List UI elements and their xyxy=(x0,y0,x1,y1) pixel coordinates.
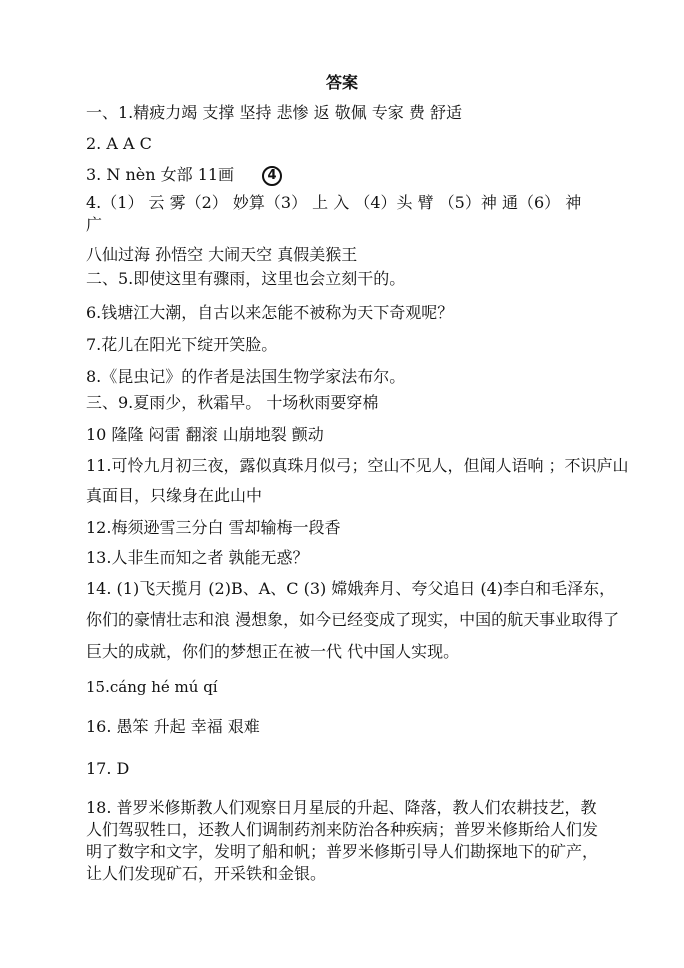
answer-line-11-wrap: 真面目，只缘身在此山中 xyxy=(86,486,263,505)
answer-line-6: 6.钱塘江大潮，自古以来怎能不被称为天下奇观呢？ xyxy=(86,303,454,322)
answer-line-4: 4.（1） 云 雾（2） 妙算（3） 上 入 （4）头 臂 （5）神 通（6） 神 xyxy=(86,193,582,212)
answer-line-7: 7.花儿在阳光下绽开笑脸。 xyxy=(86,335,278,354)
answer-line-8: 8.《昆虫记》的作者是法国生物学家法布尔。 xyxy=(86,367,406,386)
answer-line-3-row xyxy=(86,164,282,186)
answer-line-3: 3. N nèn 女部 11画 xyxy=(86,165,235,184)
answer-line-11: 11.可怜九月初三夜，露似真珠月似弓；空山不见人，但闻人语响 ；不识庐山 xyxy=(86,456,629,475)
answer-line-14-wrap-1: 你们的豪情壮志和浪 漫想象，如今已经变成了现实，中国的航天事业取得了 xyxy=(86,610,620,629)
answer-line-4-names: 八仙过海 孙悟空 大闹天空 真假美猴王 xyxy=(86,245,358,264)
answer-line-1: 一、1.精疲力竭 支撑 坚持 悲惨 返 敬佩 专家 费 舒适 xyxy=(86,103,462,122)
page-title: 答案 xyxy=(325,73,358,92)
answer-line-18-wrap-3: 让人们发现矿石，开采铁和金银。 xyxy=(86,864,327,883)
answer-line-15: 15.cáng hé mú qí xyxy=(86,678,218,696)
answer-line-18-wrap-2: 明了数字和文字，发明了船和帆；普罗米修斯引导人们勘探地下的矿产， xyxy=(86,842,599,861)
answer-line-12: 12.梅须逊雪三分白 雪却输梅一段香 xyxy=(86,518,341,537)
answer-line-14-wrap-2: 巨大的成就，你们的梦想正在被一代 代中国人实现。 xyxy=(86,642,460,661)
answer-line-9: 三、9.夏雨少，秋霜早。 十场秋雨要穿棉 xyxy=(86,393,379,412)
answer-line-13: 13.人非生而知之者 孰能无惑？ xyxy=(86,548,309,567)
answer-line-4-wrap: 广 xyxy=(86,215,103,234)
answer-line-16: 16. 愚笨 升起 幸福 艰难 xyxy=(86,717,260,736)
answer-line-17: 17. D xyxy=(86,759,130,778)
answer-line-18: 18. 普罗米修斯教人们观察日月星辰的升起、降落，教人们农耕技艺，教 xyxy=(86,798,597,817)
answer-line-10: 10 隆隆 闷雷 翻滚 山崩地裂 颤动 xyxy=(86,425,324,444)
circled-number: 4 xyxy=(262,166,282,186)
answer-line-2: 2. A A C xyxy=(86,134,152,153)
answer-line-5: 二、5.即使这里有骤雨，这里也会立刻干的。 xyxy=(86,269,406,288)
answer-line-14: 14. (1)飞天揽月 (2)B、A、C (3) 嫦娥奔月、夸父追日 (4)李白和毛泽东， xyxy=(86,579,616,598)
answer-line-18-wrap-1: 人们驾驭牲口，还教人们调制药剂来防治各种疾病；普罗米修斯给人们发 xyxy=(86,820,599,839)
